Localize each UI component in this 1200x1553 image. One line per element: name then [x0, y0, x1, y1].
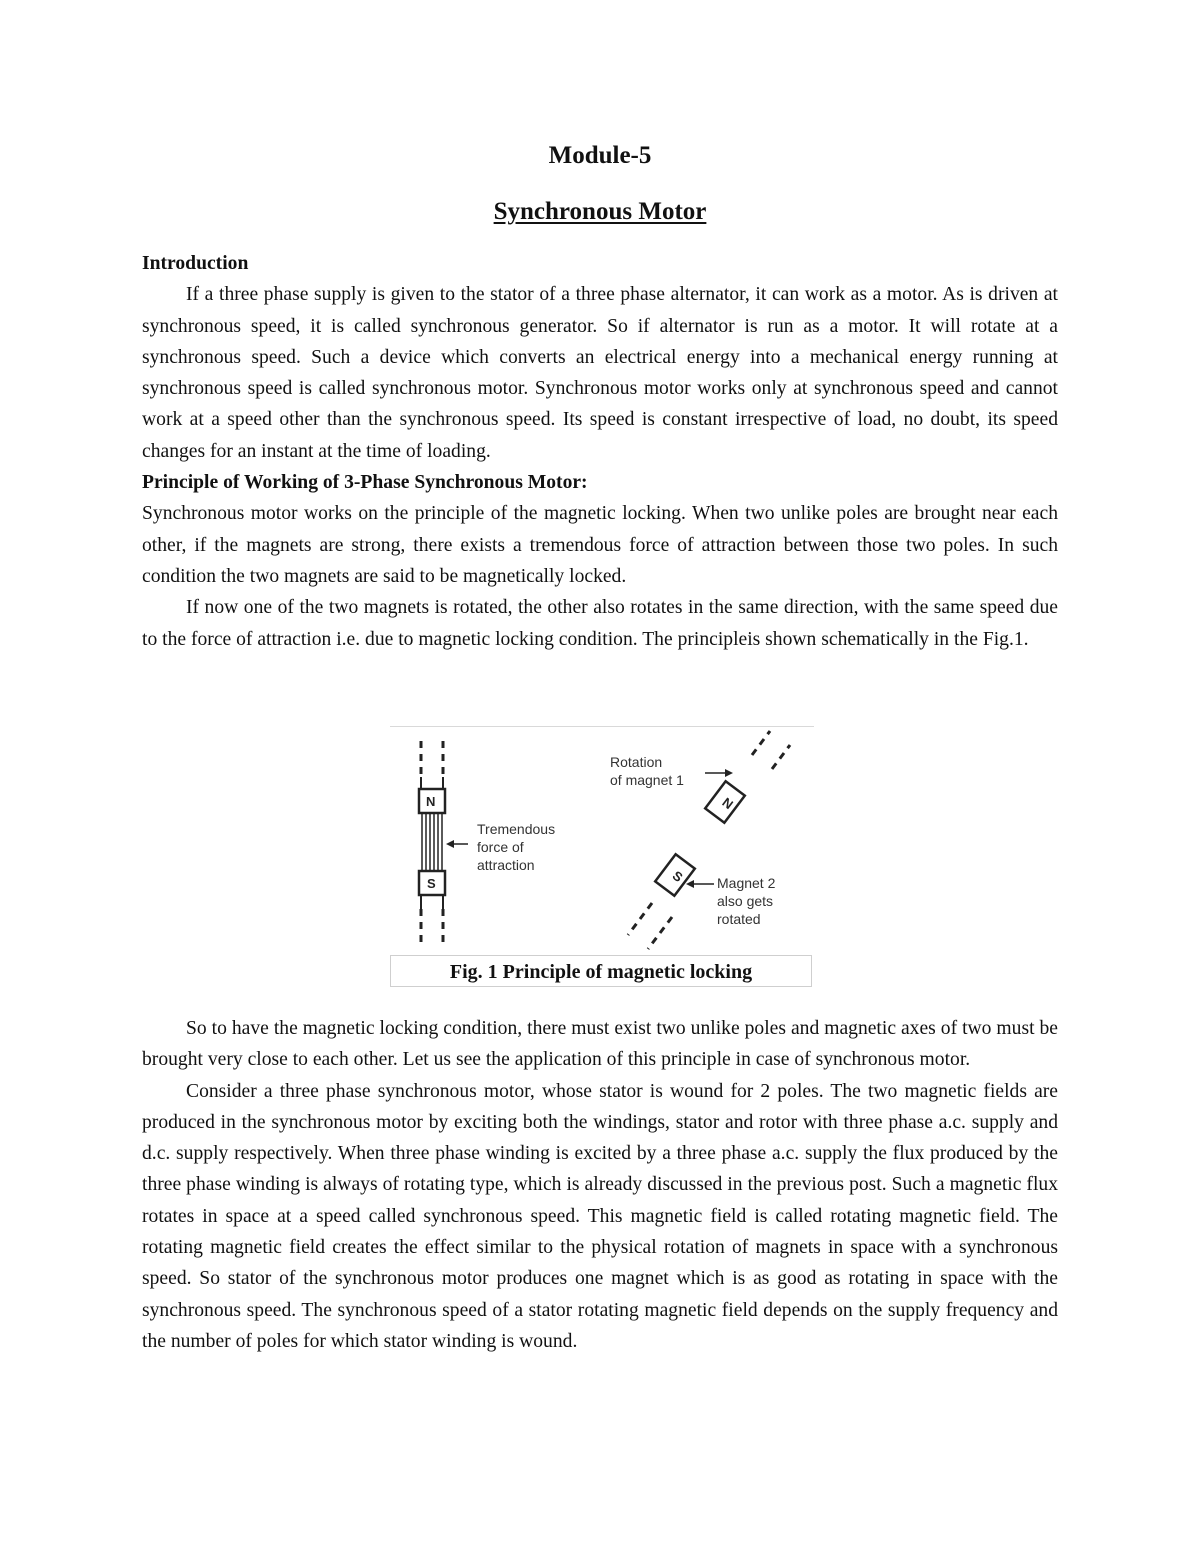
figure-caption: Fig. 1 Principle of magnetic locking	[390, 955, 812, 987]
pole-n-label: N	[426, 794, 436, 809]
rotation-label-line-1: Rotation	[610, 754, 663, 770]
magnetic-locking-diagram	[390, 727, 814, 955]
document-title: Synchronous Motor	[493, 198, 707, 225]
rotation-label-line-2: of magnet 1	[610, 772, 684, 788]
text-block-bottom	[142, 1013, 1058, 1357]
locked-magnets	[419, 741, 468, 947]
magnet2-label-line-1: Magnet 2	[717, 875, 776, 891]
force-label-line-2: force of	[477, 839, 524, 855]
introduction-heading: Introduction	[142, 253, 249, 274]
pole-s-label: S	[427, 876, 436, 891]
figure-magnetic-locking	[390, 726, 814, 989]
text-block-top	[142, 248, 1058, 655]
introduction-paragraph: If a three phase supply is given to the stator of a three phase alternator, it can work as a motor. As is driven at synchronous speed, it is called synchronous generator. So if alternator is run as a motor. It will rotate at a synchronous speed. Such a device which converts an electrical energy into a mechanical energy running at synchronous speed is called synchronous motor. Synchronous motor works only at synchronous speed and cannot work at a speed other than the synchronous speed. Its speed is constant irrespective of load, no doubt, its speed changes for an instant at the time of loading.	[142, 284, 1058, 462]
after-figure-paragraph-2: Consider a three phase synchronous motor, whose stator is wound for 2 poles. The two magnetic fields are produced in the synchronous motor by exciting both the windings, stator and rotor with three phase a.c. supply and d.c. supply respectively. When three phase winding is excited by a three phase a.c. supply the flux produced by the three phase winding is always of rotating type, which is already discussed in the previous post. Such a magnetic flux rotates in space at a speed called synchronous speed. This magnetic field is called rotating magnetic field. The rotating magnetic field creates the effect similar to the physical rotation of magnets in space with a synchronous speed. So stator of the synchronous motor produces one magnet which is as good as rotating in space with the synchronous speed. The synchronous speed of a stator rotating magnetic field depends on the supply frequency and the number of poles for which stator winding is wound.	[142, 1080, 1058, 1352]
magnet2-label-line-3: rotated	[717, 911, 761, 927]
after-figure-paragraph-1: So to have the magnetic locking condition, there must exist two unlike poles and magnetic axes of two must be brought very close to each other. Let us see the application of this principle in case of synchronous motor.	[142, 1018, 1058, 1071]
principle-paragraph-2: If now one of the two magnets is rotated, the other also rotates in the same direction, with the same speed due to the force of attraction i.e. due to magnetic locking condition. The principleis shown schematically in the Fig.1.	[142, 597, 1058, 650]
module-title: Module-5	[548, 142, 652, 169]
pole-s-rotated-label: S	[669, 867, 686, 886]
force-label-line-1: Tremendous	[477, 821, 556, 837]
principle-paragraph-1: Synchronous motor works on the principle of the magnetic locking. When two unlike poles are brought near each other, if the magnets are strong, there exists a tremendous force of attraction between those two poles. In such condition the two magnets are said to be magnetically locked.	[142, 503, 1058, 587]
magnet2-label-line-2: also gets	[717, 893, 774, 909]
force-label-line-3: attraction	[477, 857, 535, 873]
pole-n-rotated-label: N	[719, 794, 736, 813]
principle-heading: Principle of Working of 3-Phase Synchronous Motor:	[142, 472, 588, 494]
